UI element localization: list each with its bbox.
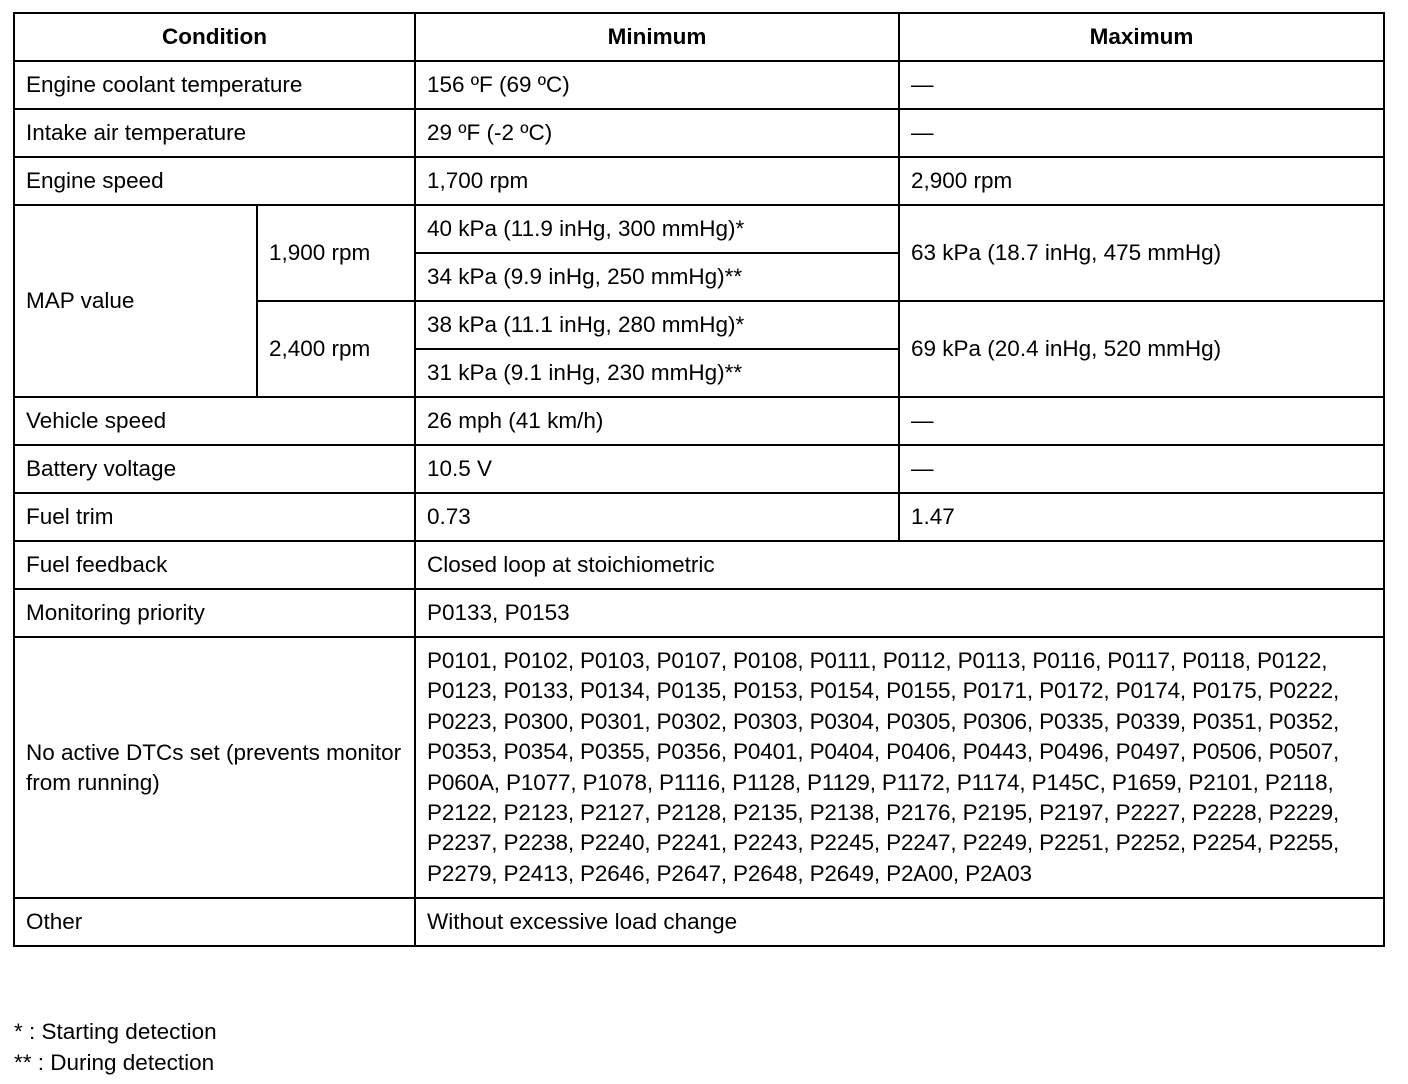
conditions-table (13, 12, 1385, 947)
header-condition: Condition (14, 13, 415, 61)
table-row (14, 205, 1384, 253)
condition-value: Closed loop at stoichiometric (415, 541, 1384, 589)
header-row (14, 13, 1384, 61)
table-row (14, 445, 1384, 493)
table-row (14, 157, 1384, 205)
header-maximum: Maximum (899, 13, 1384, 61)
table-row (14, 493, 1384, 541)
condition-label: Battery voltage (14, 445, 415, 493)
map-2400-min-during: 31 kPa (9.1 inHg, 230 mmHg)** (415, 349, 899, 397)
maximum-value: — (899, 397, 1384, 445)
minimum-value: 1,700 rpm (415, 157, 899, 205)
table-row (14, 589, 1384, 637)
condition-label: Engine coolant temperature (14, 61, 415, 109)
maximum-value: — (899, 445, 1384, 493)
header-minimum: Minimum (415, 13, 899, 61)
minimum-value: 26 mph (41 km/h) (415, 397, 899, 445)
table-row (14, 109, 1384, 157)
condition-label: Engine speed (14, 157, 415, 205)
rpm-2400-label: 2,400 rpm (257, 301, 415, 397)
footnote-starting-detection: * : Starting detection (14, 1019, 217, 1044)
map-1900-min-during: 34 kPa (9.9 inHg, 250 mmHg)** (415, 253, 899, 301)
rpm-1900-label: 1,900 rpm (257, 205, 415, 301)
condition-value: Without excessive load change (415, 898, 1384, 946)
minimum-value: 10.5 V (415, 445, 899, 493)
map-1900-max: 63 kPa (18.7 inHg, 475 mmHg) (899, 205, 1384, 301)
condition-label: Fuel trim (14, 493, 415, 541)
map-1900-min-starting: 40 kPa (11.9 inHg, 300 mmHg)* (415, 205, 899, 253)
condition-label: Vehicle speed (14, 397, 415, 445)
minimum-value: 0.73 (415, 493, 899, 541)
footnotes (14, 1016, 217, 1078)
condition-label: Intake air temperature (14, 109, 415, 157)
condition-label: Fuel feedback (14, 541, 415, 589)
dtc-condition-label: No active DTCs set (prevents monitor from running) (14, 637, 415, 898)
map-2400-max: 69 kPa (20.4 inHg, 520 mmHg) (899, 301, 1384, 397)
map-value-label: MAP value (14, 205, 257, 397)
table-row (14, 637, 1384, 898)
minimum-value: 29 ºF (-2 ºC) (415, 109, 899, 157)
table-row (14, 397, 1384, 445)
table-row (14, 61, 1384, 109)
table-row (14, 898, 1384, 946)
maximum-value: 1.47 (899, 493, 1384, 541)
table-row (14, 541, 1384, 589)
maximum-value: — (899, 61, 1384, 109)
maximum-value: 2,900 rpm (899, 157, 1384, 205)
condition-label: Monitoring priority (14, 589, 415, 637)
dtc-list: P0101, P0102, P0103, P0107, P0108, P0111, P0112, P0113, P0116, P0117, P0118, P0122, P0123, P0133, P0134, P0135, P0153, P0154, P0155, P0171, P0172, P0174, P0175, P0222, P0223, P0300, P0301, P0302, P0303, P0304, P0305, P0306, P0335, P0339, P0351, P0352, P0353, P0354, P0355, P0356, P0401, P0404, P0406, P0443, P0496, P0497, P0506, P0507, P060A, P1077, P1078, P1116, P1128, P1129, P1172, P1174, P145C, P1659, P2101, P2118, P2122, P2123, P2127, P2128, P2135, P2138, P2176, P2195, P2197, P2227, P2228, P2229, P2237, P2238, P2240, P2241, P2243, P2245, P2247, P2249, P2251, P2252, P2254, P2255, P2279, P2413, P2646, P2647, P2648, P2649, P2A00, P2A03 (415, 637, 1384, 898)
condition-value: P0133, P0153 (415, 589, 1384, 637)
minimum-value: 156 ºF (69 ºC) (415, 61, 899, 109)
footnote-during-detection: ** : During detection (14, 1050, 215, 1075)
map-2400-min-starting: 38 kPa (11.1 inHg, 280 mmHg)* (415, 301, 899, 349)
condition-label: Other (14, 898, 415, 946)
maximum-value: — (899, 109, 1384, 157)
